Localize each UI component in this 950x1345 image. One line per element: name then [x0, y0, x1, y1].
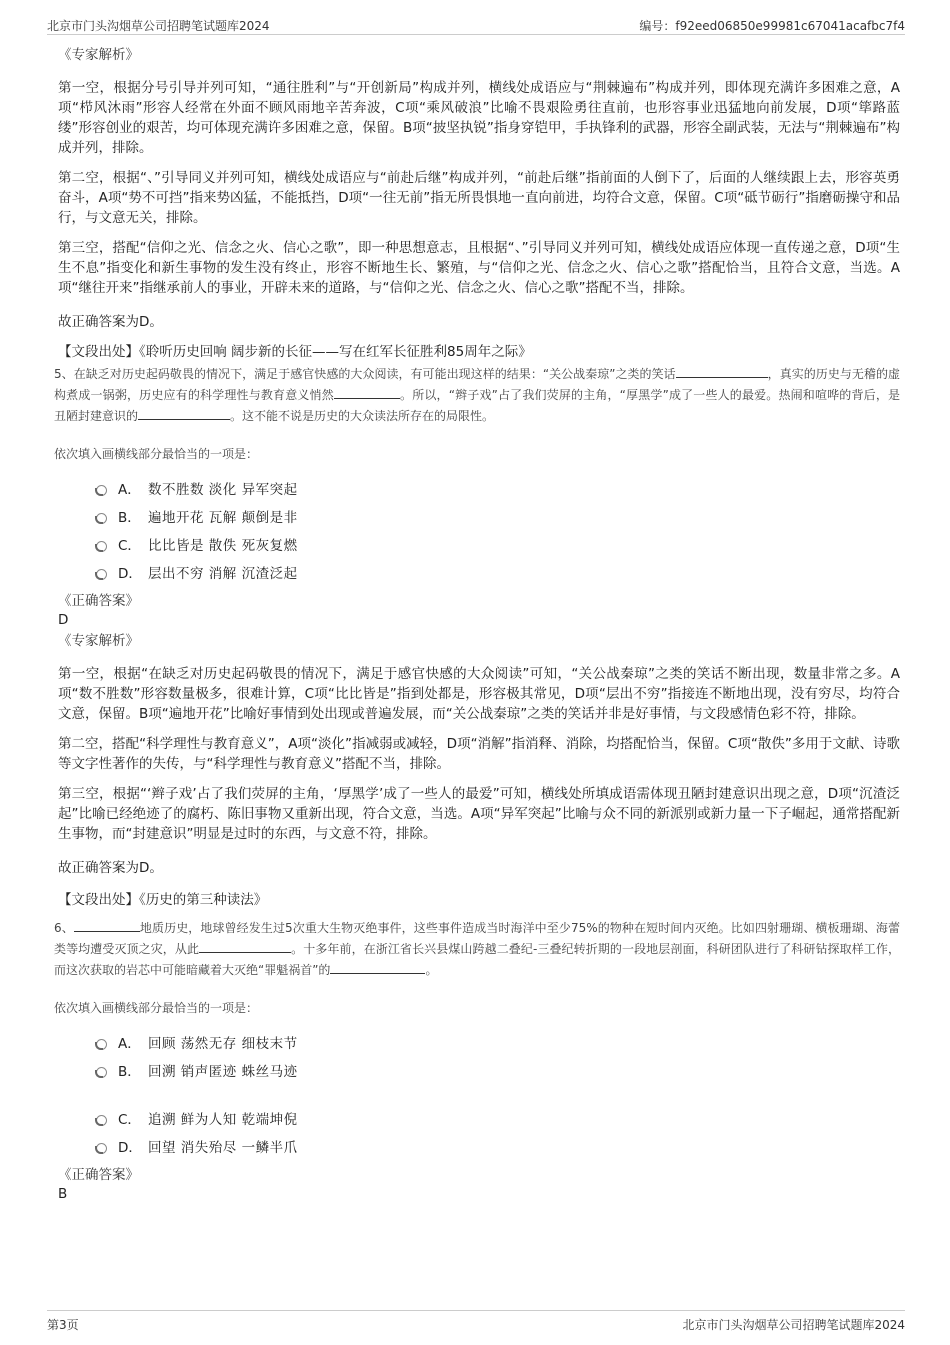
q5-text-c: 。所以，“辫子戏”占了我们荧屏的主角，“厚黑学”成了一些人的最爱。热闹和喧哗的背后，是丑陋封建意识的 [54, 388, 900, 423]
radio-icon[interactable] [96, 513, 107, 524]
q4-analysis-p2: 第二空，根据“、”引导同义并列可知，横线处成语应与“前赴后继”构成并列，“前赴后继”指前面的人倒下了，后面的人继续跟上去，形容英勇奋斗，A项“势不可挡”指来势凶猛，不能抵挡，D项“一往无前”指无所畏惧地一直向前进，均符合文意，保留。C项“砥节砺行”指磨砺操守和品行，与文意无关，排除。 [58, 170, 900, 226]
q6-option-b[interactable]: B． 回溯 销声匿迹 蛛丝马迹 [94, 1058, 900, 1086]
q6-answer-tag: 《正确答案》 [58, 1167, 139, 1183]
radio-icon[interactable] [96, 569, 107, 580]
q5-option-d[interactable]: D． 层出不穷 消解 沉渣泛起 [94, 560, 900, 588]
radio-icon[interactable] [96, 1067, 107, 1078]
q6-text-a: 6、 [54, 921, 74, 935]
page-number: 第3页 [47, 1318, 79, 1332]
q5-blank-2 [334, 386, 400, 399]
q6-text-d: 。 [425, 963, 438, 977]
q6-text-b: 地质历史，地球曾经发生过5次重大生物灭绝事件，这些事件造成当时海洋中至少75%的物种在短时间内灭绝。比如四射珊瑚、横板珊瑚、海蕾类等均遭受灭顶之灾，从此 [54, 921, 900, 956]
q5-option-a[interactable]: A． 数不胜数 淡化 异军突起 [94, 476, 900, 504]
q5-source: 【文段出处】《历史的第三种读法》 [58, 892, 268, 908]
radio-icon[interactable] [96, 485, 107, 496]
q6-text-c: 。十多年前，在浙江省长兴县煤山跨越二叠纪-三叠纪转折期的一段地层剖面，科研团队进行了科研钻探取样工作，而这次获取的岩芯中可能暗藏着大灭绝“罪魁祸首”的 [54, 942, 900, 977]
q4-analysis-tag: 《专家解析》 [58, 47, 139, 63]
q5-prompt: 依次填入画横线部分最恰当的一项是： [54, 447, 259, 461]
q5-blank-1 [676, 365, 768, 378]
q5-conclusion: 故正确答案为D。 [58, 860, 163, 876]
q5-answer-tag: 《正确答案》 [58, 593, 139, 609]
q5-analysis-p2: 第二空，搭配“科学理性与教育意义”，A项“淡化”指减弱或减轻，D项“消解”指消释、消除，均搭配恰当，保留。C项“散佚”多用于文献、诗歌等文字性著作的失传，与“科学理性与教育意义”搭配不当，排除。 [58, 736, 900, 772]
page-footer [47, 1310, 905, 1335]
q5-answer: D [58, 612, 69, 628]
document-body [54, 44, 900, 1204]
header-title: 北京市门头沟烟草公司招聘笔试题库2024 [47, 19, 270, 33]
q5-text-b: ，真实的历史与无稽的虚构煮成一锅粥，历史应有的科学理性与教育意义悄然 [54, 367, 900, 402]
q6-stem [54, 918, 900, 981]
q6-prompt: 依次填入画横线部分最恰当的一项是： [54, 1001, 259, 1015]
q5-option-c[interactable]: C． 比比皆是 散佚 死灰复燃 [94, 532, 900, 560]
radio-icon[interactable] [96, 1039, 107, 1050]
q6-option-a[interactable]: A． 回顾 荡然无存 细枝末节 [94, 1030, 900, 1058]
page-header [47, 14, 905, 35]
q5-text-a: 5、在缺乏对历史起码敬畏的情况下，满足于感官快感的大众阅读，有可能出现这样的结果：“关公战秦琼”之类的笑话 [54, 367, 676, 381]
q6-blank-3 [330, 961, 425, 974]
q5-stem [54, 364, 900, 427]
q5-analysis-p1: 第一空，根据“在缺乏对历史起码敬畏的情况下，满足于感官快感的大众阅读”可知，“关公战秦琼”之类的笑话不断出现，数量非常之多。A项“数不胜数”形容数量极多，很难计算，C项“比比皆是”指到处都是，形容极其常见，D项“层出不穷”指接连不断地出现，没有穷尽，均符合文意，保留。B项“遍地开花”比喻好事情到处出现或普遍发展，而“关公战秦琼”之类的笑话并非是好事情，与文段感情色彩不符，排除。 [58, 666, 900, 722]
document-id: 编号：f92eed06850e99981c67041acafbc7f4 [639, 19, 905, 33]
q6-options [94, 1030, 900, 1162]
q6-blank-1 [74, 919, 140, 932]
q4-analysis-p3: 第三空，搭配“信仰之光、信念之火、信心之歌”，即一种思想意志，且根据“、”引导同义并列可知，横线处成语应体现一直传递之意，D项“生生不息”指变化和新生事物的发生没有终止，形容不断地生长、繁殖，与“信仰之光、信念之火、信心之歌”搭配恰当，且符合文意，当选。A项“继往开来”指继承前人的事业，开辟未来的道路，与“信仰之光、信念之火、信心之歌”搭配不当，排除。 [58, 240, 900, 296]
radio-icon[interactable] [96, 541, 107, 552]
radio-icon[interactable] [96, 1115, 107, 1126]
q5-analysis-p3: 第三空，根据“‘辫子戏’占了我们荧屏的主角，‘厚黑学’成了一些人的最爱”可知，横线处所填成语需体现丑陋封建意识出现之意，D项“沉渣泛起”比喻已经绝迹了的腐朽、陈旧事物又重新出现，符合文意，当选。A项“异军突起”比喻与众不同的新派别或新力量一下子崛起，通常搭配新生事物，而“封建意识”明显是过时的东西，与文意不符，排除。 [58, 786, 900, 842]
q4-source: 【文段出处】《聆听历史回响 阔步新的长征——写在红军长征胜利85周年之际》 [58, 344, 532, 360]
radio-icon[interactable] [96, 1143, 107, 1154]
q5-blank-3 [138, 407, 230, 420]
q6-option-d[interactable]: D． 回望 消失殆尽 一鳞半爪 [94, 1134, 900, 1162]
q4-analysis-p1: 第一空，根据分号引导并列可知，“通往胜利”与“开创新局”构成并列，横线处成语应与“荆棘遍布”构成并列，即体现充满许多困难之意，A项“栉风沐雨”形容人经常在外面不顾风雨地辛苦奔波，C项“乘风破浪”比喻不畏艰险勇往直前，也形容事业迅猛地向前发展，D项“筚路蓝缕”形容创业的艰苦，均可体现充满许多困难之意，保留。B项“披坚执锐”指身穿铠甲，手执锋利的武器，形容全副武装，无法与“荆棘遍布”构成并列，排除。 [58, 80, 900, 156]
q6-answer: B [58, 1186, 68, 1202]
q5-text-d: 。这不能不说是历史的大众读法所存在的局限性。 [230, 409, 495, 423]
q5-options [94, 476, 900, 588]
q5-analysis-tag: 《专家解析》 [58, 633, 139, 649]
q6-blank-2 [199, 940, 291, 953]
footer-title: 北京市门头沟烟草公司招聘笔试题库2024 [682, 1318, 905, 1332]
q5-option-b[interactable]: B． 遍地开花 瓦解 颠倒是非 [94, 504, 900, 532]
q6-option-c[interactable]: C． 追溯 鲜为人知 乾端坤倪 [94, 1106, 900, 1134]
q4-conclusion: 故正确答案为D。 [58, 314, 163, 330]
